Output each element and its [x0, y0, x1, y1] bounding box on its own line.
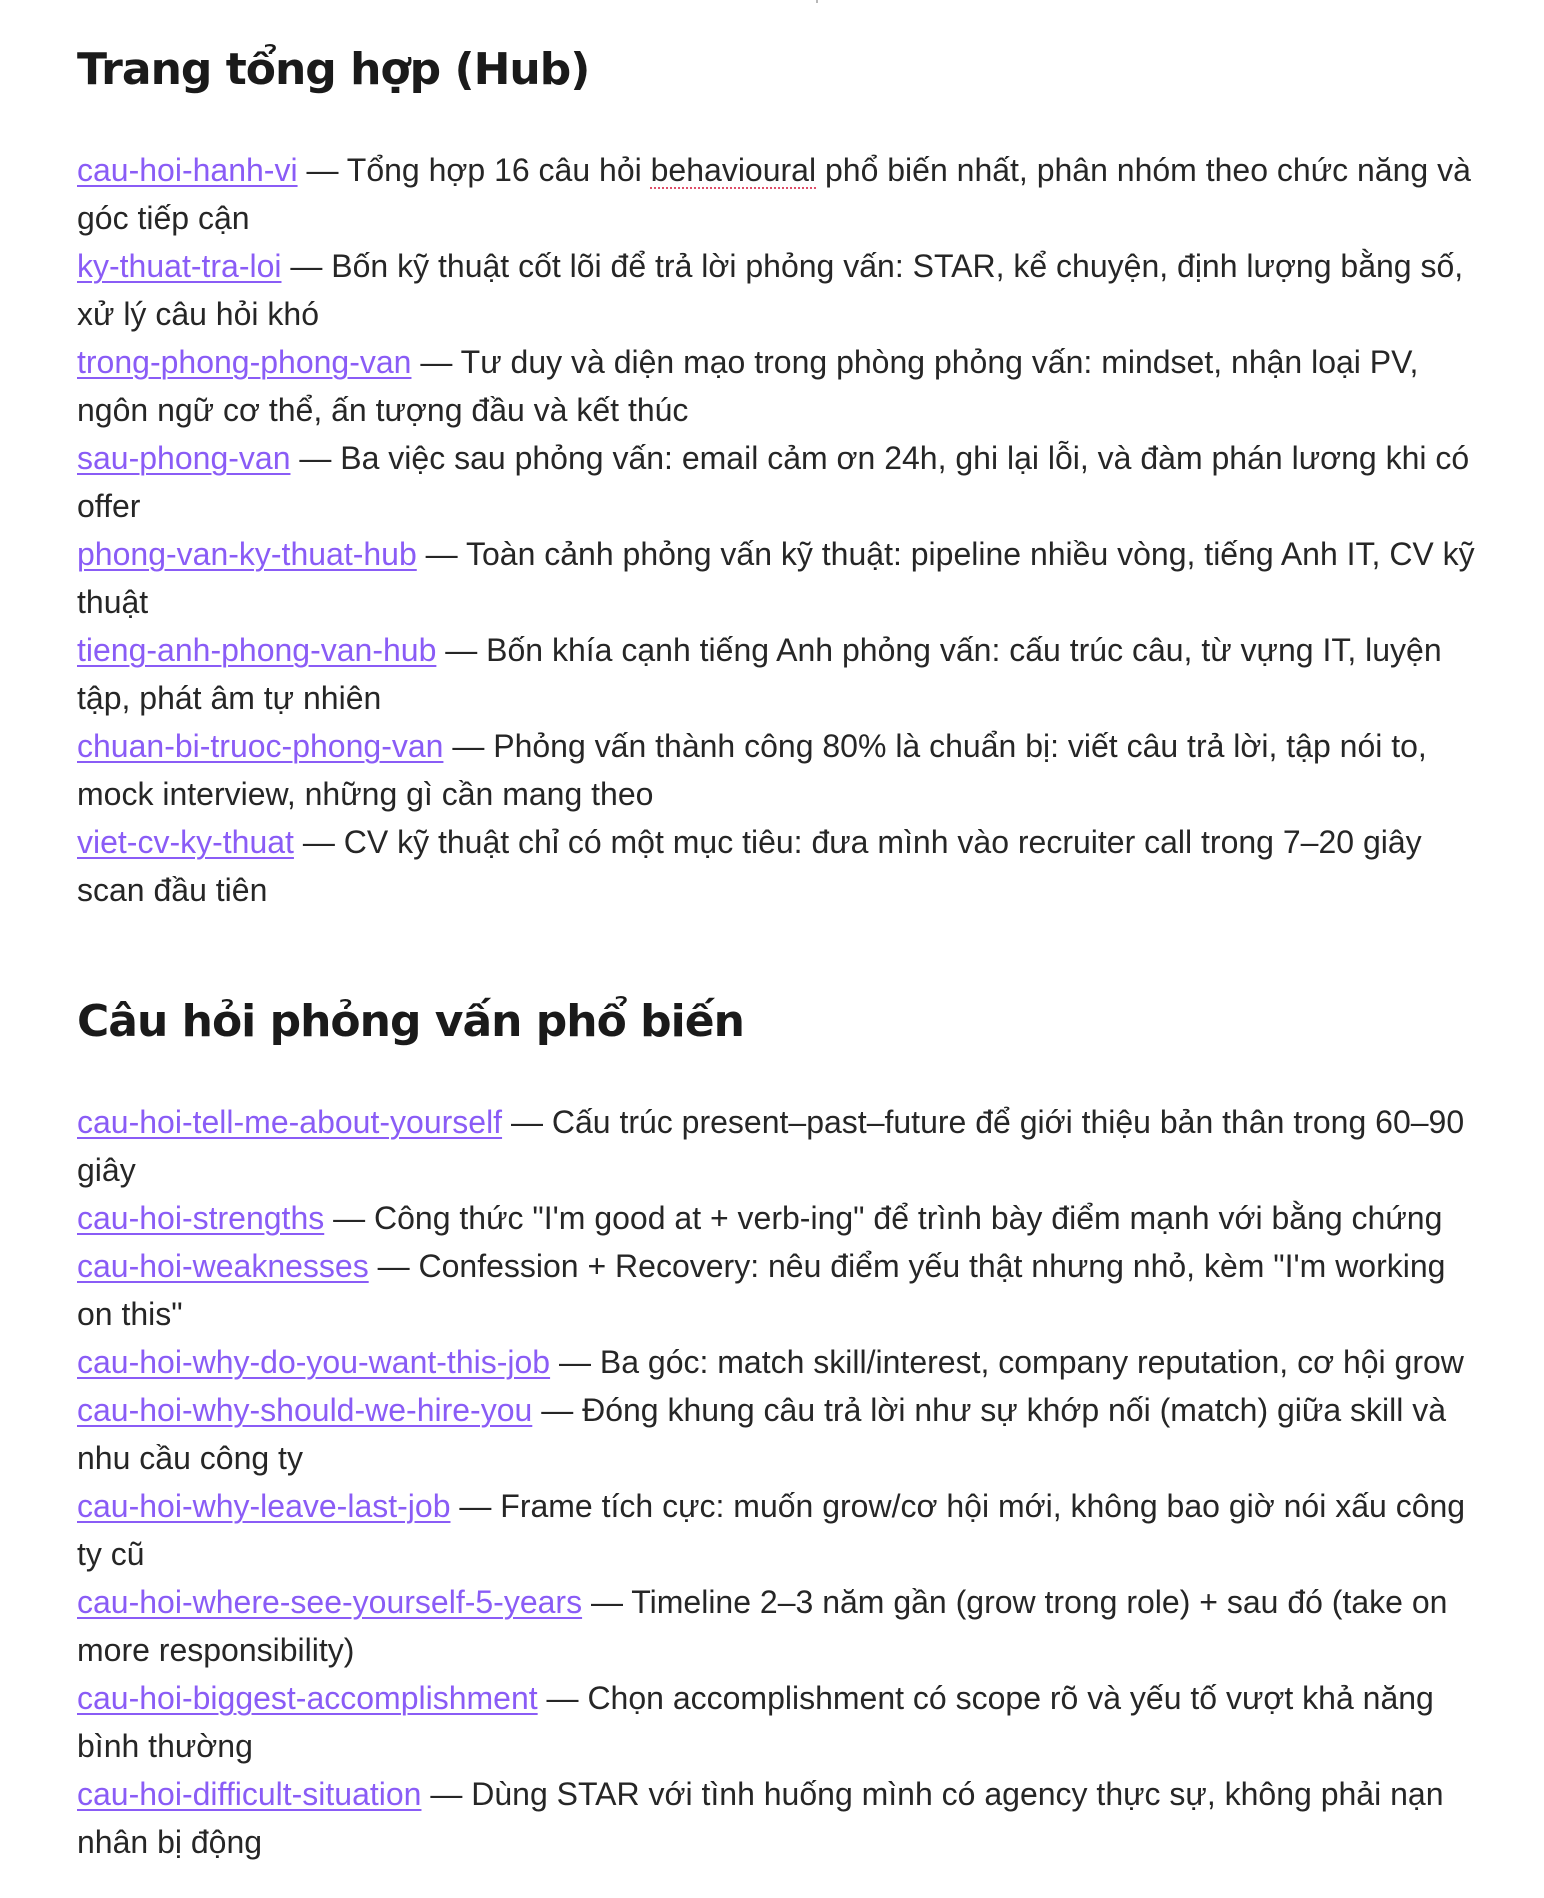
list-item [77, 1242, 1477, 1338]
page-link-phong-van-ky-thuat-hub[interactable]: phong-van-ky-thuat-hub [77, 536, 417, 572]
list-item [77, 1770, 1477, 1866]
page-link-cau-hoi-weaknesses[interactable]: cau-hoi-weaknesses [77, 1248, 369, 1284]
entry-description: Cấu trúc present–past–future để giới thiệu bản thân trong 60–90 giây [77, 1104, 1465, 1188]
page-link-tieng-anh-phong-van-hub[interactable]: tieng-anh-phong-van-hub [77, 632, 437, 668]
page-link-chuan-bi-truoc-phong-van[interactable]: chuan-bi-truoc-phong-van [77, 728, 444, 764]
em-dash-separator: — [532, 1392, 583, 1428]
questions-link-list [77, 1098, 1477, 1866]
page-link-cau-hoi-why-should-we-hire-you[interactable]: cau-hoi-why-should-we-hire-you [77, 1392, 533, 1428]
em-dash-separator: — [281, 248, 332, 284]
page-link-cau-hoi-why-do-you-want-this-job[interactable]: cau-hoi-why-do-you-want-this-job [77, 1344, 551, 1380]
em-dash-separator: — [368, 1248, 419, 1284]
list-item [77, 530, 1477, 626]
entry-description: Bốn khía cạnh tiếng Anh phỏng vấn: cấu trúc câu, từ vựng IT, luyện tập, phát âm tự nhiên [77, 632, 1442, 716]
list-item [77, 1338, 1477, 1386]
em-dash-separator: — [324, 1200, 375, 1236]
top-scroll-mark [816, 0, 818, 3]
page-link-cau-hoi-hanh-vi[interactable]: cau-hoi-hanh-vi [77, 152, 298, 188]
entry-description: phổ biến nhất, phân nhóm theo chức năng và góc tiếp cận [77, 152, 1471, 236]
entry-description: Tư duy và diện mạo trong phòng phỏng vấn: mindset, nhận loại PV, ngôn ngữ cơ thể, ấn tượng đầu và kết thúc [77, 344, 1419, 428]
em-dash-separator: — [411, 344, 461, 380]
em-dash-separator: — [537, 1680, 588, 1716]
entry-description: Chọn accomplishment có scope rõ và yếu tố vượt khả năng bình thường [77, 1680, 1434, 1764]
em-dash-separator: — [502, 1104, 552, 1140]
list-item [77, 434, 1477, 530]
page-link-cau-hoi-biggest-accomplishment[interactable]: cau-hoi-biggest-accomplishment [77, 1680, 538, 1716]
page-link-cau-hoi-strengths[interactable]: cau-hoi-strengths [77, 1200, 325, 1236]
entry-description: Frame tích cực: muốn grow/cơ hội mới, không bao giờ nói xấu công ty cũ [77, 1488, 1466, 1572]
list-item [77, 1578, 1477, 1674]
entry-description: CV kỹ thuật chỉ có một mục tiêu: đưa mình vào recruiter call trong 7–20 giây scan đầu tiên [77, 824, 1422, 908]
entry-description: Tổng hợp 16 câu hỏi [346, 152, 651, 188]
page-link-cau-hoi-why-leave-last-job[interactable]: cau-hoi-why-leave-last-job [77, 1488, 451, 1524]
em-dash-separator: — [421, 1776, 472, 1812]
list-item [77, 722, 1477, 818]
em-dash-separator: — [436, 632, 487, 668]
list-item [77, 1194, 1477, 1242]
em-dash-separator: — [297, 152, 347, 188]
entry-description: Bốn kỹ thuật cốt lõi để trả lời phỏng vấn: STAR, kể chuyện, định lượng bằng số, xử lý câu hỏi khó [77, 248, 1464, 332]
em-dash-separator: — [450, 1488, 501, 1524]
entry-description: Dùng STAR với tình huống mình có agency thực sự, không phải nạn nhân bị động [77, 1776, 1444, 1860]
list-item [77, 1098, 1477, 1194]
entry-description: Confession + Recovery: nêu điểm yếu thật nhưng nhỏ, kèm "I'm working on this" [77, 1248, 1446, 1332]
page-link-ky-thuat-tra-loi[interactable]: ky-thuat-tra-loi [77, 248, 282, 284]
entry-description: Phỏng vấn thành công 80% là chuẩn bị: viết câu trả lời, tập nói to, mock interview, những gì cần mang theo [77, 728, 1427, 812]
page-link-cau-hoi-difficult-situation[interactable]: cau-hoi-difficult-situation [77, 1776, 422, 1812]
em-dash-separator: — [290, 440, 341, 476]
em-dash-separator: — [443, 728, 494, 764]
page-link-cau-hoi-where-see-yourself-5-years[interactable]: cau-hoi-where-see-yourself-5-years [77, 1584, 583, 1620]
page-link-cau-hoi-tell-me-about-yourself[interactable]: cau-hoi-tell-me-about-yourself [77, 1104, 503, 1140]
em-dash-separator: — [582, 1584, 632, 1620]
list-item [77, 1386, 1477, 1482]
list-item [77, 1482, 1477, 1578]
entry-description: Công thức "I'm good at + verb-ing" để trình bày điểm mạnh với bằng chứng [374, 1200, 1443, 1236]
list-item [77, 818, 1477, 914]
entry-description: Đóng khung câu trả lời như sự khớp nối (match) giữa skill và nhu cầu công ty [77, 1392, 1447, 1476]
entry-description: Timeline 2–3 năm gần (grow trong role) + sau đó (take on more responsibility) [77, 1584, 1448, 1668]
list-item [77, 626, 1477, 722]
page-link-sau-phong-van[interactable]: sau-phong-van [77, 440, 291, 476]
section-title-common-questions: Câu hỏi phỏng vấn phổ biến [77, 996, 744, 1047]
hub-link-list [77, 146, 1477, 914]
entry-description: Ba việc sau phỏng vấn: email cảm ơn 24h, ghi lại lỗi, và đàm phán lương khi có offer [77, 440, 1470, 524]
list-item [77, 1674, 1477, 1770]
section-title-hub: Trang tổng hợp (Hub) [77, 44, 590, 95]
em-dash-separator: — [550, 1344, 600, 1380]
page-link-trong-phong-phong-van[interactable]: trong-phong-phong-van [77, 344, 412, 380]
list-item [77, 338, 1477, 434]
entry-description: Ba góc: match skill/interest, company reputation, cơ hội grow [599, 1344, 1464, 1380]
spellcheck-flagged-word[interactable]: behavioural [650, 152, 817, 188]
em-dash-separator: — [416, 536, 466, 572]
list-item [77, 242, 1477, 338]
entry-description: Toàn cảnh phỏng vấn kỹ thuật: pipeline nhiều vòng, tiếng Anh IT, CV kỹ thuật [77, 536, 1475, 620]
page-link-viet-cv-ky-thuat[interactable]: viet-cv-ky-thuat [77, 824, 294, 860]
em-dash-separator: — [293, 824, 344, 860]
list-item [77, 146, 1477, 242]
